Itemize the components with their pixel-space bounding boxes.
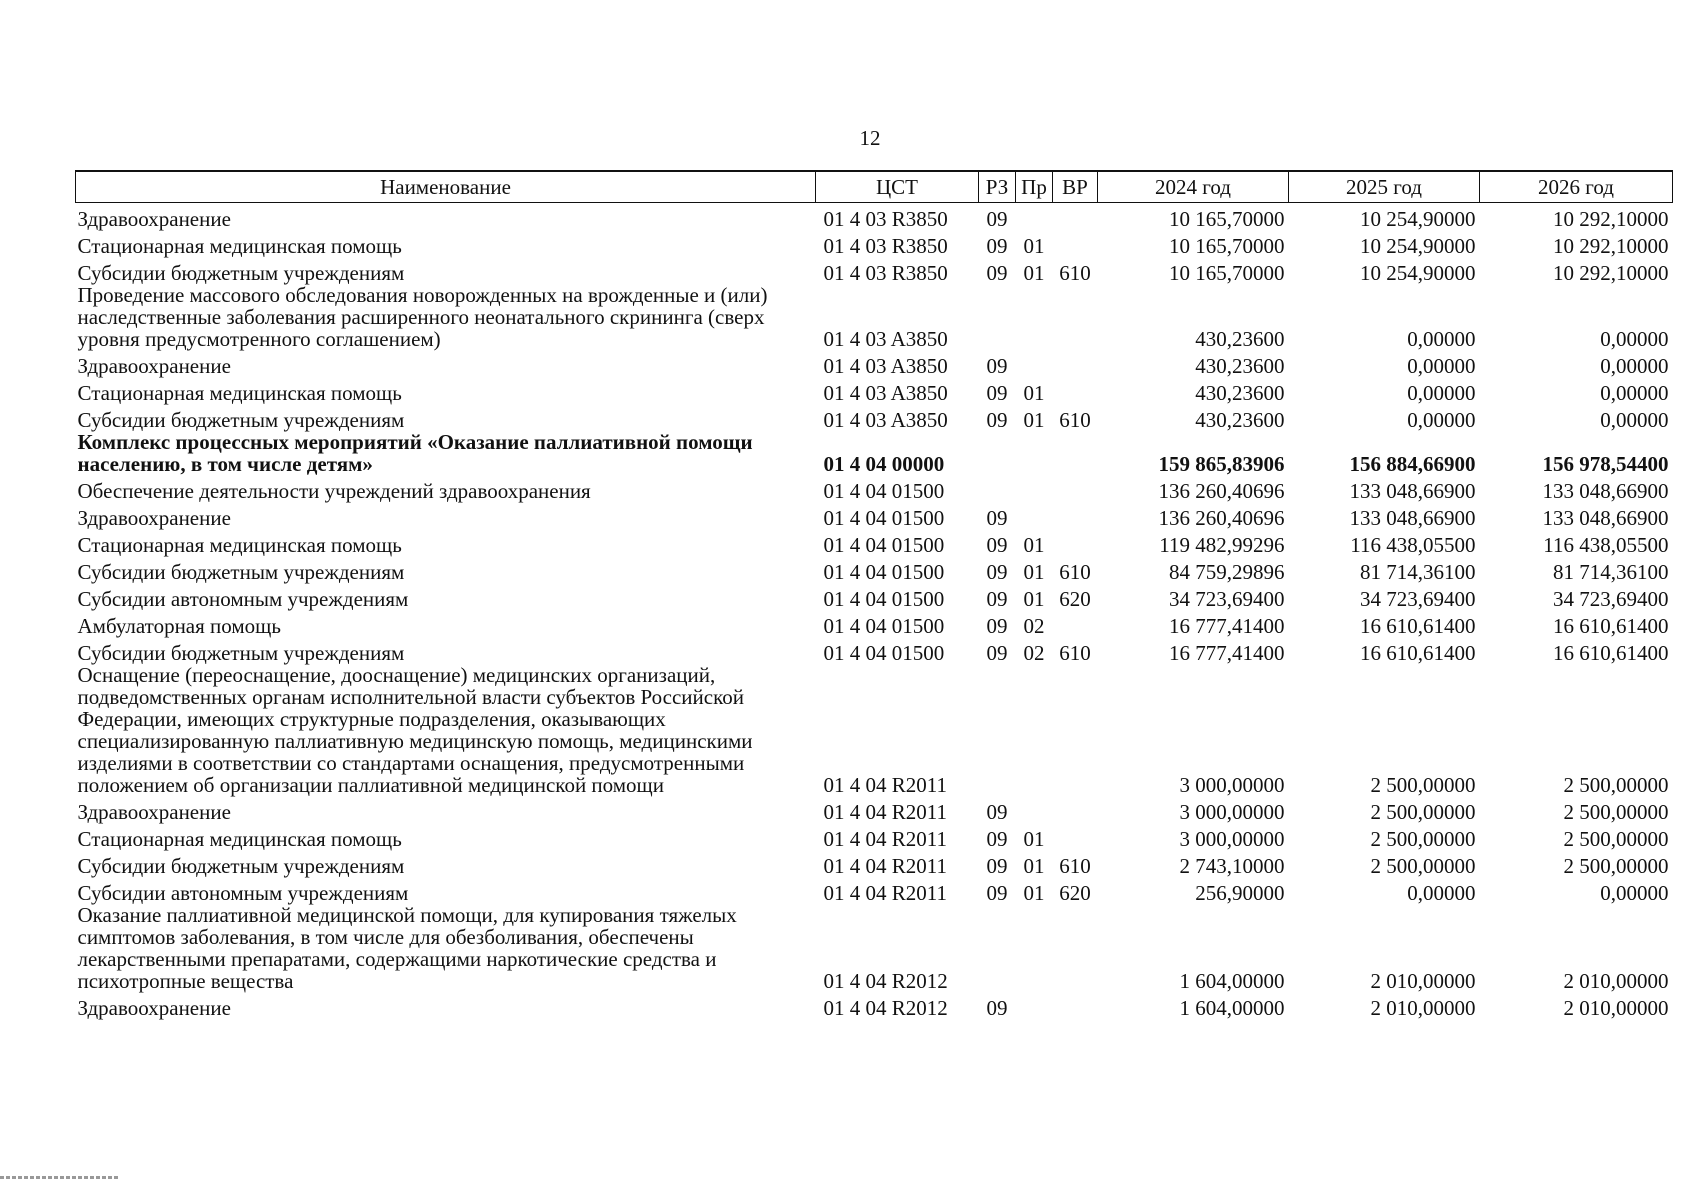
cell-y2026: 16 610,61400 <box>1553 641 1669 665</box>
header-vr: ВР <box>1053 171 1098 203</box>
cell-y2024: 430,23600 <box>1195 408 1285 432</box>
cell-vr <box>1053 203 1098 231</box>
cell-rz: 09 <box>986 560 1008 584</box>
cell-y2025: 133 048,66900 <box>1349 479 1476 503</box>
cell-cst: 01 4 04 01500 <box>823 533 945 557</box>
cell-pr: 01 <box>1023 827 1045 851</box>
cell-y2025: 0,00000 <box>1407 354 1476 378</box>
cell-cst: 01 4 03 R3850 <box>823 234 948 258</box>
cell-y2025: 10 254,90000 <box>1360 261 1476 285</box>
header-pr: Пр <box>1016 171 1053 203</box>
cell-vr: 620 <box>1059 587 1091 611</box>
cell-pr: 01 <box>1023 587 1045 611</box>
cell-rz: 09 <box>986 587 1008 611</box>
cell-name: Здравоохранение <box>77 996 231 1020</box>
cell-y2024: 16 777,41400 <box>1169 614 1285 638</box>
cell-y2026: 0,00000 <box>1600 381 1669 405</box>
cell-vr <box>1053 502 1098 529</box>
cell-name: Субсидии бюджетным учреждениям <box>77 408 405 432</box>
cell-vr <box>1053 431 1098 475</box>
cell-vr <box>1053 529 1098 556</box>
cell-y2025: 0,00000 <box>1407 381 1476 405</box>
cell-y2026: 34 723,69400 <box>1553 587 1669 611</box>
cell-y2025: 16 610,61400 <box>1360 641 1476 665</box>
cell-vr: 610 <box>1059 408 1091 432</box>
cell-vr <box>1053 904 1098 992</box>
cell-y2024: 430,23600 <box>1195 354 1285 378</box>
cell-vr: 610 <box>1059 261 1091 285</box>
cell-vr <box>1053 350 1098 377</box>
table-row <box>76 203 1673 231</box>
cell-name: Стационарная медицинская помощь <box>77 234 402 258</box>
cell-rz: 09 <box>986 408 1008 432</box>
cell-cst: 01 4 03 A3850 <box>823 354 948 378</box>
cell-name: Субсидии автономным учреждениям <box>77 881 409 905</box>
cell-cst: 01 4 04 R2012 <box>823 996 948 1020</box>
cell-cst: 01 4 04 01500 <box>823 560 945 584</box>
cell-cst: 01 4 04 R2011 <box>823 881 947 905</box>
cell-name: Стационарная медицинская помощь <box>77 381 402 405</box>
cell-name: Субсидии бюджетным учреждениям <box>77 854 405 878</box>
cell-name: Субсидии бюджетным учреждениям <box>77 261 405 285</box>
header-cst: ЦСТ <box>816 171 979 203</box>
cell-name: Стационарная медицинская помощь <box>77 533 402 557</box>
cell-y2025: 156 884,66900 <box>1349 452 1476 476</box>
cell-cst: 01 4 03 A3850 <box>823 381 948 405</box>
cell-y2026: 2 010,00000 <box>1563 996 1669 1020</box>
cell-name: Проведение массового обследования новорожденных на врожденные и (или) наследственные заболевания расширенного неонатального скрининга (сверх уровня предусмотренного соглашением) <box>77 283 768 351</box>
table-row <box>76 502 1673 529</box>
cell-rz: 09 <box>986 854 1008 878</box>
cell-rz: 09 <box>986 881 1008 905</box>
cell-cst: 01 4 04 R2011 <box>823 854 947 878</box>
cell-cst: 01 4 04 01500 <box>823 614 945 638</box>
cell-y2026: 0,00000 <box>1600 408 1669 432</box>
cell-name: Здравоохранение <box>77 506 231 530</box>
cell-y2024: 2 743,10000 <box>1179 854 1285 878</box>
cell-vr <box>1053 823 1098 850</box>
header-2025: 2025 год <box>1289 171 1480 203</box>
cell-y2026: 10 292,10000 <box>1553 207 1669 231</box>
cell-y2025: 2 500,00000 <box>1370 773 1476 797</box>
table-row <box>76 284 1673 350</box>
cell-y2026: 133 048,66900 <box>1542 479 1669 503</box>
cell-vr <box>1053 796 1098 823</box>
cell-pr: 01 <box>1023 854 1045 878</box>
table-row <box>76 350 1673 377</box>
table-row <box>76 664 1673 796</box>
table-row <box>76 877 1673 904</box>
cell-rz: 09 <box>986 381 1008 405</box>
header-rz: РЗ <box>979 171 1016 203</box>
cell-y2025: 81 714,36100 <box>1360 560 1476 584</box>
cell-name: Здравоохранение <box>77 354 231 378</box>
cell-cst: 01 4 03 A3850 <box>823 327 948 351</box>
cell-rz: 09 <box>986 827 1008 851</box>
cell-name: Субсидии бюджетным учреждениям <box>77 560 405 584</box>
cell-vr <box>1053 475 1098 502</box>
cell-y2024: 430,23600 <box>1195 327 1285 351</box>
table-row <box>76 475 1673 502</box>
cell-pr <box>1016 796 1053 823</box>
cell-vr <box>1053 992 1098 1019</box>
cell-vr <box>1053 284 1098 350</box>
cell-y2026: 10 292,10000 <box>1553 261 1669 285</box>
cell-pr <box>1016 203 1053 231</box>
budget-table <box>75 170 1673 1019</box>
cell-y2026: 0,00000 <box>1600 327 1669 351</box>
cell-pr <box>1016 992 1053 1019</box>
page-number: 12 <box>859 126 881 150</box>
table-row <box>76 257 1673 284</box>
cell-y2026: 0,00000 <box>1600 354 1669 378</box>
cell-y2024: 1 604,00000 <box>1179 969 1285 993</box>
table-body <box>76 203 1673 1020</box>
cell-y2025: 133 048,66900 <box>1349 506 1476 530</box>
table-row <box>76 230 1673 257</box>
cell-y2025: 116 438,05500 <box>1350 533 1476 557</box>
cell-rz <box>979 284 1016 350</box>
cell-cst: 01 4 04 01500 <box>823 506 945 530</box>
cell-name: Здравоохранение <box>77 207 231 231</box>
header-2024: 2024 год <box>1098 171 1289 203</box>
cell-cst: 01 4 04 R2011 <box>823 827 947 851</box>
cell-vr <box>1053 377 1098 404</box>
cell-rz: 09 <box>986 207 1008 231</box>
table-row <box>76 404 1673 431</box>
table-row <box>76 431 1673 475</box>
cell-y2024: 256,90000 <box>1195 881 1285 905</box>
cell-y2026: 116 438,05500 <box>1543 533 1669 557</box>
cell-pr <box>1016 284 1053 350</box>
cell-name: Комплекс процессных мероприятий «Оказание паллиативной помощи населению, в том числе детям» <box>77 430 753 476</box>
cell-pr: 02 <box>1023 641 1045 665</box>
cell-vr: 610 <box>1059 641 1091 665</box>
cell-y2026: 156 978,54400 <box>1542 452 1669 476</box>
cell-name: Оказание паллиативной медицинской помощи, для купирования тяжелых симптомов заболевания, в том числе для обезболивания, обеспечены лекарственными препаратами, содержащими наркотические средства и психотропные вещества <box>77 903 737 993</box>
cell-name: Здравоохранение <box>77 800 231 824</box>
cell-name: Субсидии автономным учреждениям <box>77 587 409 611</box>
cell-vr: 620 <box>1059 881 1091 905</box>
table-row <box>76 610 1673 637</box>
cell-pr: 01 <box>1023 560 1045 584</box>
cell-rz: 09 <box>986 261 1008 285</box>
table-row <box>76 556 1673 583</box>
cell-y2026: 2 500,00000 <box>1563 800 1669 824</box>
table-row <box>76 796 1673 823</box>
cell-y2025: 0,00000 <box>1407 327 1476 351</box>
cell-rz <box>979 431 1016 475</box>
header-2026: 2026 год <box>1480 171 1673 203</box>
table-row <box>76 904 1673 992</box>
cell-y2025: 0,00000 <box>1407 408 1476 432</box>
cell-y2026: 2 500,00000 <box>1563 827 1669 851</box>
cell-y2024: 84 759,29896 <box>1169 560 1285 584</box>
cell-y2024: 430,23600 <box>1195 381 1285 405</box>
table-row <box>76 850 1673 877</box>
cell-pr: 01 <box>1023 234 1045 258</box>
cell-name: Стационарная медицинская помощь <box>77 827 402 851</box>
cell-pr <box>1016 664 1053 796</box>
header-name: Наименование <box>76 171 816 203</box>
cell-y2025: 10 254,90000 <box>1360 207 1476 231</box>
cell-pr <box>1016 904 1053 992</box>
cell-y2026: 2 500,00000 <box>1563 854 1669 878</box>
cell-y2025: 0,00000 <box>1407 881 1476 905</box>
cell-y2026: 81 714,36100 <box>1553 560 1669 584</box>
cell-pr: 01 <box>1023 408 1045 432</box>
cell-vr <box>1053 610 1098 637</box>
cell-cst: 01 4 04 01500 <box>823 479 945 503</box>
cell-y2024: 34 723,69400 <box>1169 587 1285 611</box>
cell-rz: 09 <box>986 234 1008 258</box>
cell-cst: 01 4 03 R3850 <box>823 207 948 231</box>
table-row <box>76 637 1673 664</box>
cell-y2026: 133 048,66900 <box>1542 506 1669 530</box>
cell-name: Амбулаторная помощь <box>77 614 281 638</box>
cell-pr: 01 <box>1023 881 1045 905</box>
cell-cst: 01 4 03 R3850 <box>823 261 948 285</box>
table-row <box>76 377 1673 404</box>
cell-y2026: 16 610,61400 <box>1553 614 1669 638</box>
cell-y2025: 2 500,00000 <box>1370 827 1476 851</box>
cell-y2025: 2 500,00000 <box>1370 800 1476 824</box>
table-row <box>76 529 1673 556</box>
cell-cst: 01 4 04 00000 <box>823 452 945 476</box>
table-header-row <box>76 171 1673 203</box>
cell-pr: 02 <box>1023 614 1045 638</box>
cell-y2025: 2 500,00000 <box>1370 854 1476 878</box>
cell-y2025: 2 010,00000 <box>1370 969 1476 993</box>
cell-y2025: 10 254,90000 <box>1360 234 1476 258</box>
cell-name: Субсидии бюджетным учреждениям <box>77 641 405 665</box>
cell-y2024: 10 165,70000 <box>1169 234 1285 258</box>
cell-y2025: 16 610,61400 <box>1360 614 1476 638</box>
cell-y2026: 10 292,10000 <box>1553 234 1669 258</box>
cell-y2024: 10 165,70000 <box>1169 207 1285 231</box>
cell-rz: 09 <box>986 354 1008 378</box>
cell-pr <box>1016 502 1053 529</box>
cell-y2024: 3 000,00000 <box>1179 773 1285 797</box>
table-row <box>76 992 1673 1019</box>
cell-y2024: 3 000,00000 <box>1179 800 1285 824</box>
cell-rz <box>979 475 1016 502</box>
cell-name: Оснащение (переоснащение, дооснащение) медицинских организаций, подведомственных органам исполнительной власти субъектов Российской Федерации, имеющих структурные подразделения, оказывающих специализированную паллиативную медицинскую помощь, медицинскими изделиями в соответствии со стандартами оснащения, предусмотренными положением об организации паллиативной медицинской помощи <box>77 663 753 797</box>
cell-pr <box>1016 350 1053 377</box>
cell-rz <box>979 904 1016 992</box>
cell-y2025: 2 010,00000 <box>1370 996 1476 1020</box>
cell-y2024: 3 000,00000 <box>1179 827 1285 851</box>
cell-pr: 01 <box>1023 381 1045 405</box>
cell-cst: 01 4 03 A3850 <box>823 408 948 432</box>
cell-pr <box>1016 475 1053 502</box>
cell-rz: 09 <box>986 800 1008 824</box>
cell-vr: 610 <box>1059 560 1091 584</box>
cell-cst: 01 4 04 01500 <box>823 641 945 665</box>
table-row <box>76 823 1673 850</box>
cell-pr: 01 <box>1023 261 1045 285</box>
cell-cst: 01 4 04 R2011 <box>823 773 947 797</box>
cell-cst: 01 4 04 01500 <box>823 587 945 611</box>
cell-y2024: 10 165,70000 <box>1169 261 1285 285</box>
cell-rz: 09 <box>986 533 1008 557</box>
cell-y2024: 1 604,00000 <box>1179 996 1285 1020</box>
cell-rz: 09 <box>986 641 1008 665</box>
cell-vr <box>1053 664 1098 796</box>
cell-pr: 01 <box>1023 533 1045 557</box>
cell-y2026: 2 010,00000 <box>1563 969 1669 993</box>
cell-y2025: 34 723,69400 <box>1360 587 1476 611</box>
cell-vr <box>1053 230 1098 257</box>
cell-y2024: 136 260,40696 <box>1158 479 1285 503</box>
cell-rz <box>979 664 1016 796</box>
table-row <box>76 583 1673 610</box>
cell-cst: 01 4 04 R2012 <box>823 969 948 993</box>
cell-rz: 09 <box>986 614 1008 638</box>
cell-cst: 01 4 04 R2011 <box>823 800 947 824</box>
cell-y2024: 16 777,41400 <box>1169 641 1285 665</box>
cell-y2026: 0,00000 <box>1600 881 1669 905</box>
cell-rz: 09 <box>986 506 1008 530</box>
cell-pr <box>1016 431 1053 475</box>
cell-y2024: 136 260,40696 <box>1158 506 1285 530</box>
cell-rz: 09 <box>986 996 1008 1020</box>
cell-y2024: 119 482,99296 <box>1159 533 1285 557</box>
cell-name: Обеспечение деятельности учреждений здравоохранения <box>77 479 591 503</box>
cell-y2026: 2 500,00000 <box>1563 773 1669 797</box>
scan-artifact <box>0 1176 120 1179</box>
cell-y2024: 159 865,83906 <box>1158 452 1285 476</box>
cell-vr: 610 <box>1059 854 1091 878</box>
